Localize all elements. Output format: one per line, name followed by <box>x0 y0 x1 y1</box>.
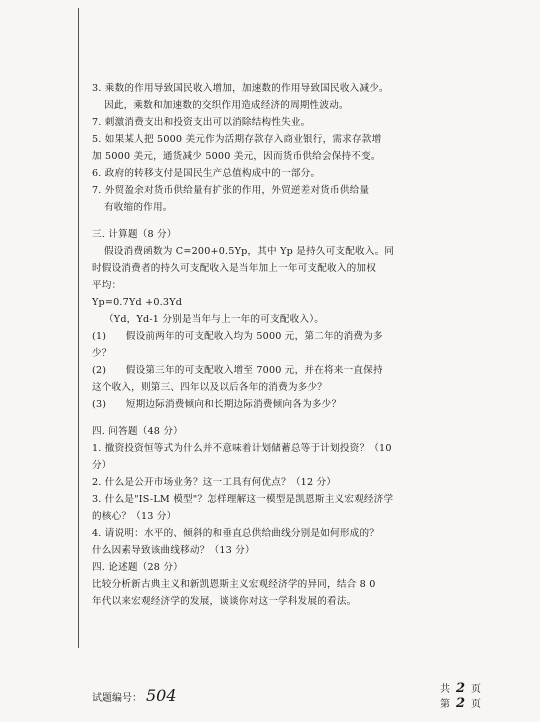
qa-q1-cont: 分） <box>92 460 112 471</box>
qa-heading: 四. 问答题（48 分） <box>92 426 183 437</box>
tf-item-7: 7. 外贸盈余对货币供给量有扩张的作用，外贸逆差对货币供给量 <box>92 185 370 196</box>
calc-heading: 三. 计算题（8 分） <box>92 229 177 240</box>
margin-line <box>78 8 79 648</box>
calc-para-2: 时假设消费者的持久可支配收入是当年加上一年可支配收入的加权 <box>92 263 377 274</box>
qa-q3: 3. 什么是"IS-LM 模型"？怎样理解这一模型是凯恩斯主义宏观经济学 <box>92 494 394 505</box>
tf-item-3: 3. 乘数的作用导致国民收入增加，加速数的作用导致国民收入减少。 <box>92 83 389 94</box>
current-prefix: 第 <box>440 699 450 710</box>
qa-q3-cont: 的核心？（13 分） <box>92 511 177 522</box>
current-number: 2 <box>456 696 466 711</box>
qa-q4: 4. 请说明：水平的、倾斜的和垂直总供给曲线分别是如何形成的？ <box>92 528 380 539</box>
tf-item-3-cont: 因此，乘数和加速数的交织作用造成经济的周期性波动。 <box>104 100 349 111</box>
tf-item-5: 5. 如果某人把 5000 美元作为活期存款存入商业银行，需求存款增 <box>92 134 382 145</box>
calc-para-1: 假设消费函数为 C=200+0.5Yp，其中 Yp 是持久可支配收入。同 <box>104 246 395 257</box>
calc-q2-cont: 这个收入，则第三、四年以及以后各年的消费为多少？ <box>92 382 328 393</box>
calc-para-3: 平均： <box>92 280 122 291</box>
calc-formula: Yp=0.7Yd +0.3Yd <box>92 297 183 308</box>
calc-q1: (1) 假设前两年的可支配收入均为 5000 元，第二年的消费为多 <box>92 331 383 342</box>
essay-line-2: 年代以来宏观经济学的发展，谈谈你对这一学科发展的看法。 <box>92 596 357 607</box>
page-counter <box>440 682 481 712</box>
calc-note: （Yd，Yd-1 分别是当年与上一年的可支配收入）。 <box>104 314 325 325</box>
qa-q2: 2. 什么是公开市场业务？这一工具有何优点？（12 分） <box>92 477 337 488</box>
tf-item-7-cont: 有收缩的作用。 <box>104 202 173 213</box>
essay-heading: 四. 论述题（28 分） <box>92 562 183 573</box>
qa-q4-cont: 什么因素导致该曲线移动？（13 分） <box>92 545 255 556</box>
tf-item-5-cont: 加 5000 美元，通货减少 5000 美元，因而货币供给会保持不变。 <box>92 151 381 162</box>
tf-item-6: 6. 政府的转移支付是国民生产总值构成中的一部分。 <box>92 168 321 179</box>
current-page <box>440 697 481 712</box>
total-page-word: 页 <box>471 684 482 695</box>
exam-content <box>92 80 470 610</box>
calc-q2: (2) 假设第三年的可支配收入增至 7000 元，并在将来一直保持 <box>92 365 383 376</box>
tf-item-4: 7. 刺激消费支出和投资支出可以消除结构性失业。 <box>92 117 311 128</box>
current-page-word: 页 <box>471 699 482 710</box>
total-number: 2 <box>456 681 466 696</box>
exam-code-label: 试题编号： <box>92 693 142 704</box>
qa-q1: 1. 撤资投资恒等式为什么并不意味着计划储蓄总等于计划投资？（10 <box>92 443 392 454</box>
essay-line-1: 比较分析新古典主义和新凯恩斯主义宏观经济学的异同，结合 8 0 <box>92 579 376 590</box>
calc-q1-cont: 少？ <box>92 348 112 359</box>
calc-q3: (3) 短期边际消费倾向和长期边际消费倾向各为多少？ <box>92 399 342 410</box>
total-pages <box>440 682 481 697</box>
total-prefix: 共 <box>440 684 450 695</box>
exam-code <box>92 686 177 705</box>
exam-code-number: 504 <box>146 686 177 705</box>
